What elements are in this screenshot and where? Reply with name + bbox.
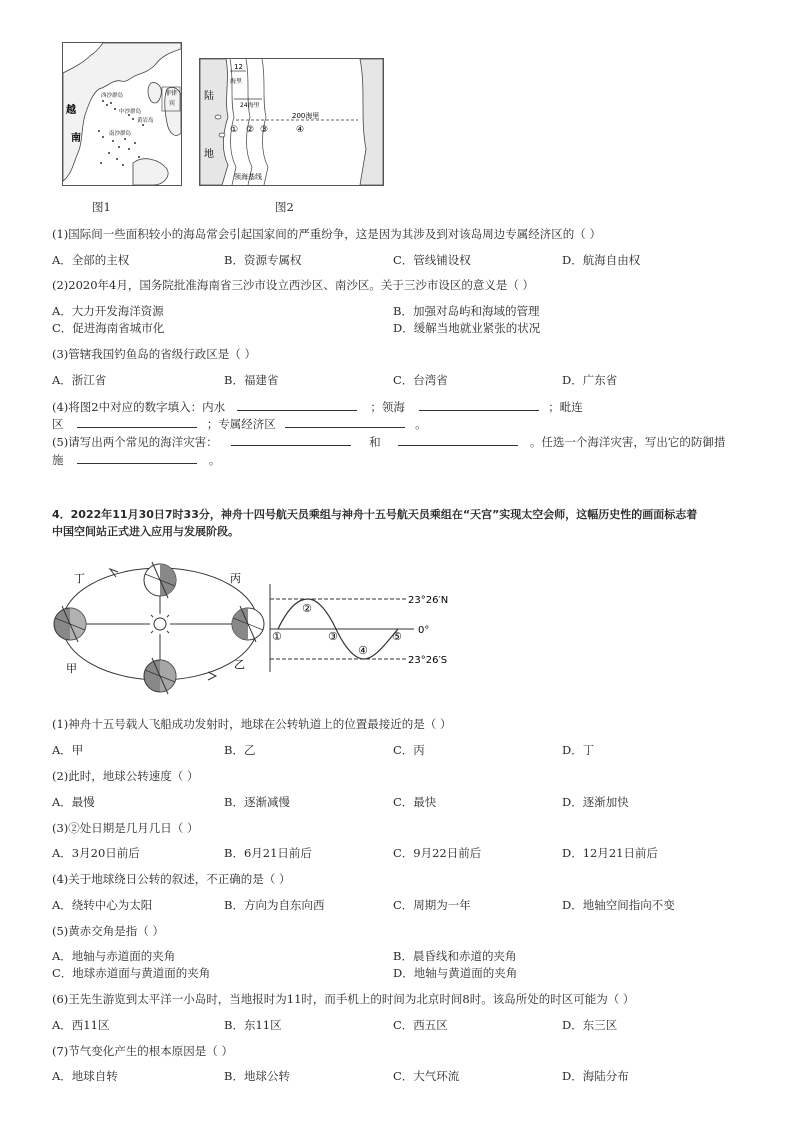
q4-7-option-c[interactable]: C．大气环流 — [393, 1069, 460, 1083]
q4-2-option-a[interactable]: A．最慢 — [52, 795, 95, 809]
q3-3-stem: (3)管辖我国钓鱼岛的省级行政区是（ ） — [52, 347, 256, 361]
direct-sunlight-curve — [266, 582, 466, 672]
q4-6-option-b[interactable]: B．东11区 — [224, 1018, 282, 1032]
curve-point-5: ⑤ — [392, 630, 402, 643]
q3-2-option-d[interactable]: D．缓解当地就业紧张的状况 — [393, 321, 541, 335]
curve-point-1: ① — [272, 630, 282, 643]
earth-orbit-diagram — [48, 560, 278, 700]
earth-bottom-icon — [144, 658, 176, 694]
curve-point-3: ③ — [328, 630, 338, 643]
curve-point-2: ② — [302, 602, 312, 615]
earth-right-icon — [232, 606, 264, 642]
orbit-label-jia: 甲 — [66, 662, 77, 675]
label-n4: ④ — [296, 125, 305, 135]
q3-3-option-c[interactable]: C．台湾省 — [393, 373, 448, 387]
figure-1-map — [62, 42, 182, 186]
q3-4-text-pilian: ；毗连 — [548, 400, 583, 414]
label-24: 24海里 — [240, 102, 260, 109]
q3-3-option-a[interactable]: A．浙江省 — [52, 373, 107, 387]
q3-2-option-c[interactable]: C．促进海南省城市化 — [52, 321, 165, 335]
answer-blank-disaster-2[interactable] — [398, 434, 518, 446]
q4-4-option-c[interactable]: C．周期为一年 — [393, 898, 471, 912]
q4-3-option-b[interactable]: B．6月21日前后 — [224, 846, 312, 860]
label-phil2: 宾 — [169, 100, 176, 107]
label-200: 200海里 — [292, 112, 320, 120]
orbit-label-yi: 乙 — [234, 658, 245, 671]
q3-3-option-b[interactable]: B．福建省 — [224, 373, 279, 387]
q3-4-text-end: 。 — [415, 417, 427, 431]
q4-7-option-d[interactable]: D．海陆分布 — [562, 1069, 629, 1083]
q4-3-option-d[interactable]: D．12月21日前后 — [562, 846, 658, 860]
q3-2-option-b[interactable]: B．加强对岛屿和海域的管理 — [393, 304, 540, 318]
q3-5-text-shi: 施 — [52, 453, 64, 467]
earth-top-icon — [144, 562, 176, 598]
q4-7-stem: (7)节气变化产生的根本原因是（ ） — [52, 1044, 233, 1058]
label-phil1: 菲律 — [165, 90, 178, 97]
label-n2: ② — [246, 125, 255, 135]
q4-4-option-b[interactable]: B．方向为自东向西 — [224, 898, 325, 912]
q3-5-text-end: 。 — [208, 453, 221, 467]
q4-7-option-b[interactable]: B．地球公转 — [224, 1069, 290, 1083]
q4-2-stem: (2)此时，地球公转速度（ ） — [52, 769, 199, 783]
q4-6-option-a[interactable]: A．西11区 — [52, 1018, 110, 1032]
q4-intro-line1: 4．2022年11月30日7时33分，神舟十四号航天员乘组与神舟十五号航天员乘组在“天宫”实现太空会师，这幅历史性的画面标志着 — [52, 508, 698, 521]
orbit-label-ding: 丁 — [74, 572, 85, 585]
q4-1-option-c[interactable]: C．丙 — [393, 743, 425, 757]
label-xisha: 西沙群岛 — [101, 93, 124, 99]
label-n3: ③ — [260, 125, 269, 135]
q4-6-option-d[interactable]: D．东三区 — [562, 1018, 618, 1032]
q4-3-option-a[interactable]: A．3月20日前后 — [52, 846, 140, 860]
q3-4-text-qu: 区 — [52, 417, 64, 431]
q4-5-option-a[interactable]: A．地轴与赤道面的夹角 — [52, 949, 176, 963]
figure-1-caption: 图1 — [92, 200, 111, 214]
q4-5-stem: (5)黄赤交角是指（ ） — [52, 924, 164, 938]
q3-4-text-neishui: (4)将图2中对应的数字填入：内水 — [52, 400, 226, 414]
q4-2-option-d[interactable]: D．逐渐加快 — [562, 795, 629, 809]
q3-4-text-linghai: ；领海 — [370, 400, 405, 414]
label-lu: 陆 — [204, 91, 214, 102]
earth-left-icon — [54, 606, 86, 642]
q3-1-option-b[interactable]: B．资源专属权 — [224, 253, 302, 267]
label-baseline: 领海基线 — [234, 173, 262, 181]
q3-4-line1 — [52, 399, 583, 414]
answer-blank-zhuanshu[interactable] — [285, 416, 405, 428]
curve-label-mid: 0° — [418, 625, 430, 636]
q3-5-line1 — [52, 434, 725, 449]
q4-4-stem: (4)关于地球绕日公转的叙述，不正确的是（ ） — [52, 872, 291, 886]
q4-1-option-b[interactable]: B．乙 — [224, 743, 256, 757]
q3-5-text-intro: (5)请写出两个常见的海洋灾害： — [52, 435, 218, 449]
q4-5-option-c[interactable]: C．地球赤道面与黄道面的夹角 — [52, 966, 211, 980]
figure-2-zones — [199, 58, 384, 186]
label-di: 地 — [204, 149, 214, 160]
q3-4-line2 — [52, 416, 427, 431]
q3-5-text-and: 和 — [369, 435, 381, 449]
label-12: 12 — [234, 63, 243, 71]
q4-2-option-c[interactable]: C．最快 — [393, 795, 437, 809]
answer-blank-neishui[interactable] — [237, 399, 357, 411]
q4-5-option-b[interactable]: B．晨昏线和赤道的夹角 — [393, 949, 517, 963]
q3-1-stem: (1)国际间一些面积较小的海岛常会引起国家间的严重纷争，这是因为其涉及到对该岛周边专属经济区的（ ） — [52, 227, 601, 241]
label-zhongsha: 中沙群岛 — [119, 109, 142, 115]
q3-5-line2 — [52, 452, 220, 467]
label-huangyan: 黄岩岛 — [137, 118, 154, 124]
q3-1-option-a[interactable]: A．全部的主权 — [52, 253, 130, 267]
q3-1-option-c[interactable]: C．管线铺设权 — [393, 253, 471, 267]
label-nansha: 南沙群岛 — [109, 131, 132, 137]
curve-point-4: ④ — [358, 644, 368, 657]
south-china-sea-map — [63, 43, 181, 185]
q4-7-option-a[interactable]: A．地球自转 — [52, 1069, 118, 1083]
answer-blank-measures[interactable] — [77, 452, 197, 464]
q3-3-option-d[interactable]: D．广东省 — [562, 373, 618, 387]
q3-2-option-a[interactable]: A．大力开发海洋资源 — [52, 304, 164, 318]
q3-1-option-d[interactable]: D．航海自由权 — [562, 253, 641, 267]
q4-4-option-a[interactable]: A．绕转中心为太阳 — [52, 898, 153, 912]
label-nam: 南 — [71, 133, 81, 144]
q4-6-option-c[interactable]: C．西五区 — [393, 1018, 448, 1032]
orbit-label-bing: 丙 — [230, 572, 241, 585]
label-n1: ① — [230, 125, 239, 135]
curve-label-bottom: 23°26′S — [408, 655, 448, 666]
q4-3-option-c[interactable]: C．9月22日前后 — [393, 846, 482, 860]
q4-3-stem: (3)②处日期是几月几日（ ） — [52, 821, 199, 835]
answer-blank-disaster-1[interactable] — [231, 434, 351, 446]
q4-2-option-b[interactable]: B．逐渐减慢 — [224, 795, 290, 809]
figure-2-caption: 图2 — [275, 200, 294, 214]
label-haili: 海里 — [230, 78, 243, 85]
maritime-zones-diagram — [200, 59, 383, 185]
q4-1-option-a[interactable]: A．甲 — [52, 743, 84, 757]
q3-5-text-rest: 。任选一个海洋灾害，写出它的防御措 — [529, 435, 726, 449]
q4-1-stem: (1)神舟十五号载人飞船成功发射时，地球在公转轨道上的位置最接近的是（ ） — [52, 717, 452, 731]
q4-5-option-d[interactable]: D．地轴与黄道面的夹角 — [393, 966, 518, 980]
label-viet: 越 — [66, 105, 76, 116]
answer-blank-linghai[interactable] — [419, 399, 539, 411]
q4-4-option-d[interactable]: D．地轴空间指向不变 — [562, 898, 675, 912]
sun-icon — [147, 611, 173, 637]
answer-blank-pilianqu[interactable] — [77, 416, 197, 428]
q3-2-stem: (2)2020年4月，国务院批准海南省三沙市设立西沙区、南沙区。关于三沙市设区的意义是（ ） — [52, 278, 535, 292]
q4-6-stem: (6)王先生游览到太平洋一小岛时，当地报时为11时，而手机上的时间为北京时间8时。该岛所处的时区可能为（ ） — [52, 992, 635, 1006]
curve-label-top: 23°26′N — [408, 595, 449, 606]
q4-intro-line2: 中国空间站正式进入应用与发展阶段。 — [52, 525, 239, 538]
q3-4-text-zhuanshu: ；专属经济区 — [206, 417, 276, 431]
q4-1-option-d[interactable]: D．丁 — [562, 743, 595, 757]
